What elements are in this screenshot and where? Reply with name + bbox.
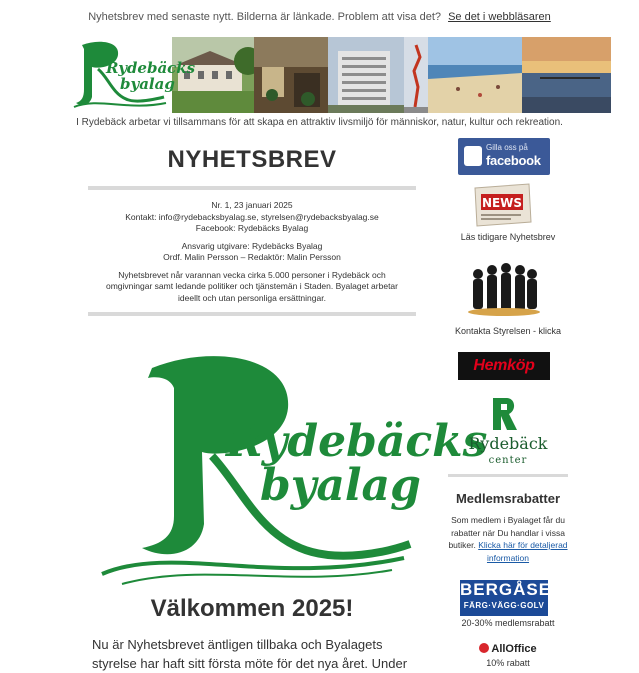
news-icon[interactable] — [471, 182, 533, 228]
main-column — [88, 136, 416, 316]
preheader — [0, 11, 639, 23]
alloffice-name: AllOffice — [491, 643, 537, 655]
byalag-logo-large — [92, 348, 488, 588]
welcome-heading: Välkommen 2025! — [150, 595, 354, 622]
logo-small-line1: Rydebäcks — [106, 59, 196, 77]
alloffice-logo[interactable] — [448, 643, 568, 655]
logo-large-line1: Rydebäcks — [226, 416, 488, 467]
divider — [88, 186, 416, 190]
rydeback-center-name[interactable]: Rydebäck — [468, 434, 548, 453]
byalag-logo-large-mark — [92, 348, 488, 588]
bergase-caption: 20-30% medlemsrabatt — [461, 618, 555, 628]
thumbs-up-icon — [464, 146, 482, 166]
divider — [88, 312, 416, 316]
header-banner[interactable] — [68, 37, 587, 113]
news-paper-icon — [471, 182, 533, 228]
rydeback-center-icon[interactable] — [489, 396, 519, 432]
intro-paragraph: Nu är Nyhetsbrevet äntligen tillbaka och Byalagets styrelse har haft sitt första möte för det nya året. Under — [92, 637, 408, 671]
discounts-text: Som medlem i Byalaget får du rabatter när Du handlar i vissa butiker. — [448, 515, 565, 550]
tagline: I Rydebäck arbetar vi tillsammans för att skapa en attraktiv livsmiljö för människor, natur, kultur och rekreation. — [76, 117, 563, 128]
bergase-logo[interactable] — [460, 580, 552, 616]
byalag-logo-small[interactable] — [68, 37, 196, 113]
issue-number: Nr. 1, 23 januari 2025 — [211, 200, 293, 210]
logo-large-line2: byalag — [260, 460, 421, 511]
bergase-sub: FÄRG·VÄGG·GOLV — [463, 601, 545, 610]
restaurant-image — [254, 37, 328, 113]
issue-info — [88, 200, 416, 304]
hemkop-text: Hemköp — [473, 357, 535, 374]
hemkop-logo[interactable] — [458, 352, 550, 380]
preheader-text: Nyhetsbrev med senaste nytt. Bilderna är länkade. Problem att visa det? — [88, 11, 441, 23]
people-silhouettes-icon — [466, 262, 542, 316]
facebook-like-button[interactable] — [458, 138, 550, 175]
facebook-small-text: Gilla oss på — [486, 143, 528, 152]
logo-small-line2: byalag — [120, 75, 175, 93]
view-in-browser-link[interactable]: Se det i webbläsaren — [448, 11, 551, 23]
rydeback-center-r-icon — [489, 396, 519, 432]
photo-beach[interactable] — [428, 37, 522, 113]
sculpture-image — [404, 37, 428, 113]
newsletter-title: NYHETSBREV — [167, 146, 337, 173]
photo-restaurant[interactable] — [254, 37, 328, 113]
facebook-big-text: facebook — [486, 153, 541, 168]
alloffice-dot-icon — [479, 643, 489, 653]
photo-sculpture[interactable] — [404, 37, 428, 113]
photo-apartment-building[interactable] — [328, 37, 404, 113]
bergase-name: BERGÅSE — [460, 580, 552, 599]
board-people-icon[interactable] — [466, 262, 542, 316]
about-text: Nyhetsbrevet når varannan vecka cirka 5.000 personer i Rydebäck och omgivningar samt ledande politiker och tjänstemän i Staden. Byalaget arbetar ideellt och utan personliga ersättningar. — [105, 269, 398, 303]
alloffice-caption: 10% rabatt — [486, 658, 530, 668]
discounts-title: Medlemsrabatter — [455, 491, 561, 506]
sunset-pier-image — [522, 37, 611, 113]
apartment-building-image — [328, 37, 404, 113]
byalag-logo-mark — [68, 37, 196, 113]
editors-line: Ordf. Malin Persson – Redaktör: Malin Persson — [163, 252, 341, 262]
news-label: NEWS — [481, 196, 523, 210]
contact-line: Kontakt: info@rydebacksbyalag.se, styrelsen@rydebacksbyalag.se — [125, 211, 379, 222]
discounts-text-block — [448, 514, 568, 564]
rydeback-center-sub: center — [488, 455, 528, 466]
previous-newsletters-link[interactable]: Läs tidigare Nyhetsbrev — [460, 232, 556, 242]
sidebar-divider — [448, 474, 568, 477]
beach-image — [428, 37, 522, 113]
photo-sunset-pier[interactable] — [522, 37, 611, 113]
publisher-line: Ansvarig utgivare: Rydebäcks Byalag — [181, 240, 323, 251]
contact-board-link[interactable]: Kontakta Styrelsen - klicka — [454, 326, 562, 336]
discounts-details-link[interactable]: Klicka här för detaljerad information — [478, 540, 568, 563]
facebook-line: Facebook: Rydebäcks Byalag — [195, 223, 309, 233]
